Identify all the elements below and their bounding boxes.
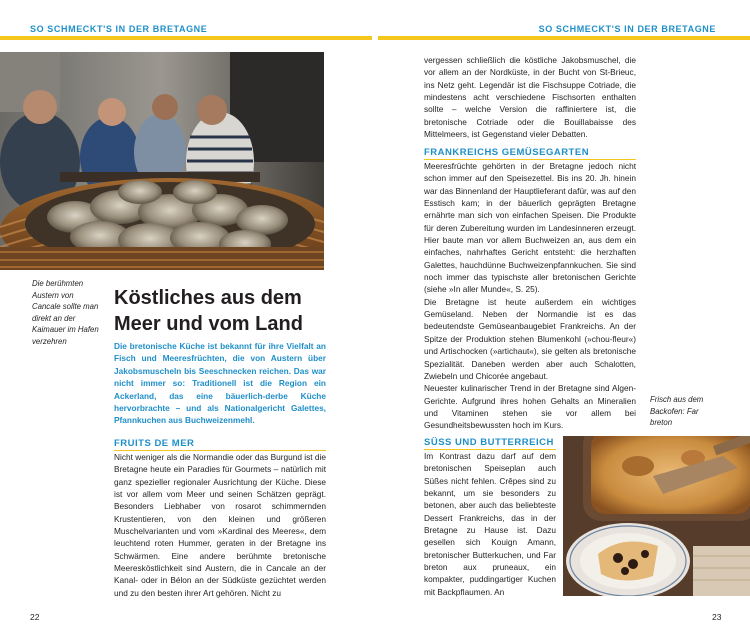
chapter-title-line1: Köstliches aus dem xyxy=(114,287,302,309)
body-suess: Im Kontrast dazu darf auf dem bretonischen Speiseplan auch Süßes nicht fehlen. Crêpes sind zu bekannt, um sie besonders zu betonen, aber auch das beliebteste Dessert Frankreichs, das in der Bretagne zu Hause ist. Dazu gesellen sich Kouign Amann, bretonischer Butterkuchen, und Far breton aux pruneaux, ein kompakter, puddingartiger Kuchen mit Backpflaumen. An xyxy=(424,451,556,597)
page-number-right: 23 xyxy=(712,612,722,622)
chapter-title xyxy=(114,285,334,337)
running-head-left: SO SCHMECKT'S IN DER BRETAGNE xyxy=(30,24,208,34)
body-intro-right: vergessen schließlich die köstliche Jakobsmuschel, die vor allem an der Nordküste, in der Bucht von St-Brieuc, ins Netz geht. Legendär ist die Fischsuppe Cotriade, die mindestens acht verschiedene Fischsorten enthalten sollte – welche Version die raffiniertere ist, die bretonische Cotriade oder die Bouillabaisse des Mittelmeers, ist Gegenstand vieler Debatten. xyxy=(424,55,636,140)
far-breton-photo xyxy=(563,436,750,596)
chapter-title-line2: Meer und vom Land xyxy=(114,313,303,335)
page-number-left: 22 xyxy=(30,612,40,622)
header-rule-right xyxy=(378,36,750,40)
photo-caption-oysters: Die berühmten Austern von Cancale sollte man direkt an der Kaimauer im Hafen verzehren xyxy=(32,279,99,346)
oysters-photo xyxy=(0,52,324,270)
photo-caption-far-breton: Frisch aus dem Backofen: Far breton xyxy=(650,395,704,427)
header-rule-left xyxy=(0,36,372,40)
lead-paragraph: Die bretonische Küche ist bekannt für ihre Vielfalt an Fisch und Meeresfrüchten, die von Austern über Jakobsmuscheln bis Seeschnecken reichen. Das war nicht immer so: Traditionell ist die Region ein Ackerland, das eine bäuerlich-derbe Küche hervorbrachte – und als Nationalgericht Galettes, Pfannkuchen aus Buchweizenmehl. xyxy=(114,341,326,426)
section-heading-gemuesegarten: FRANKREICHS GEMÜSEGARTEN xyxy=(424,147,590,158)
section-heading-fruits-de-mer: FRUITS DE MER xyxy=(114,438,195,449)
section-heading-suess: SÜSS UND BUTTERREICH xyxy=(424,437,554,448)
running-head-right: SO SCHMECKT'S IN DER BRETAGNE xyxy=(538,24,716,34)
body-fruits-de-mer: Nicht weniger als die Normandie oder das Burgund ist die Bretagne heute ein Paradies für Gourmets – natürlich mit ganz spezieller regionaler Ausrichtung der Küche. Diese ist vor allem vom Meer und seinen Schätzen geprägt. Besonders Liebhaber von rosarot schimmernden Krustentieren, von den kleinen und größeren Muschelvarianten und vom »Kardinal des Meeres«, dem leuchtend roten Hummer, geraten in der Bretagne ins Schwärmen. Eine andere berühmte bretonische Meeresköstlichkeit sind Austern, die in Cancale an der Kanal- oder in Bélon an der Südküste gezüchtet werden und zu den besten ihrer Art gehören. Nicht zu xyxy=(114,452,326,598)
body-gemuesegarten: Meeresfrüchte gehörten in der Bretagne jedoch nicht schon immer auf den Speisezettel. Bis ins 20. Jh. hinein war das Binnenland der Hauptlieferant dafür, was auf den Esstisch kam; in der bäuerlich geprägten Bretagne ernährte man sich von einfachen Speisen. Die Produkte für deren Zubereitung wurden im Landesinneren erzeugt. Hier baute man vor allem Buchweizen an, aus dem ein einfaches, nahrhaftes Gericht entsteht: die herzhaften Galettes, hauchdünne Buchweizenpfannkuchen. Sie sind noch immer das typischste aller bretonischen Gerichte (siehe »In aller Munde«, S. 25). Die Bretagne ist heute außerdem ein wichtiges Gemüseland. Neben der Normandie ist es das bedeutendste Gemüseanbaugebiet Frankreichs. An der Spitze der Produktion stehen Blumenkohl (»chou-fleur«) und Artischocken (»artichaut«), sie gelten als bretonische Spezialität. Daneben werden aber auch Schalotten, Zwiebeln und Chicorée angebaut. Neuester kulinarischer Trend in der Bretagne sind Algen-Gerichte. Aufgrund ihres hohen Gehalts an Mineralien und Vitaminen stehen sie vor allem bei Gesundheitsbewussten hoch im Kurs. xyxy=(424,161,636,431)
